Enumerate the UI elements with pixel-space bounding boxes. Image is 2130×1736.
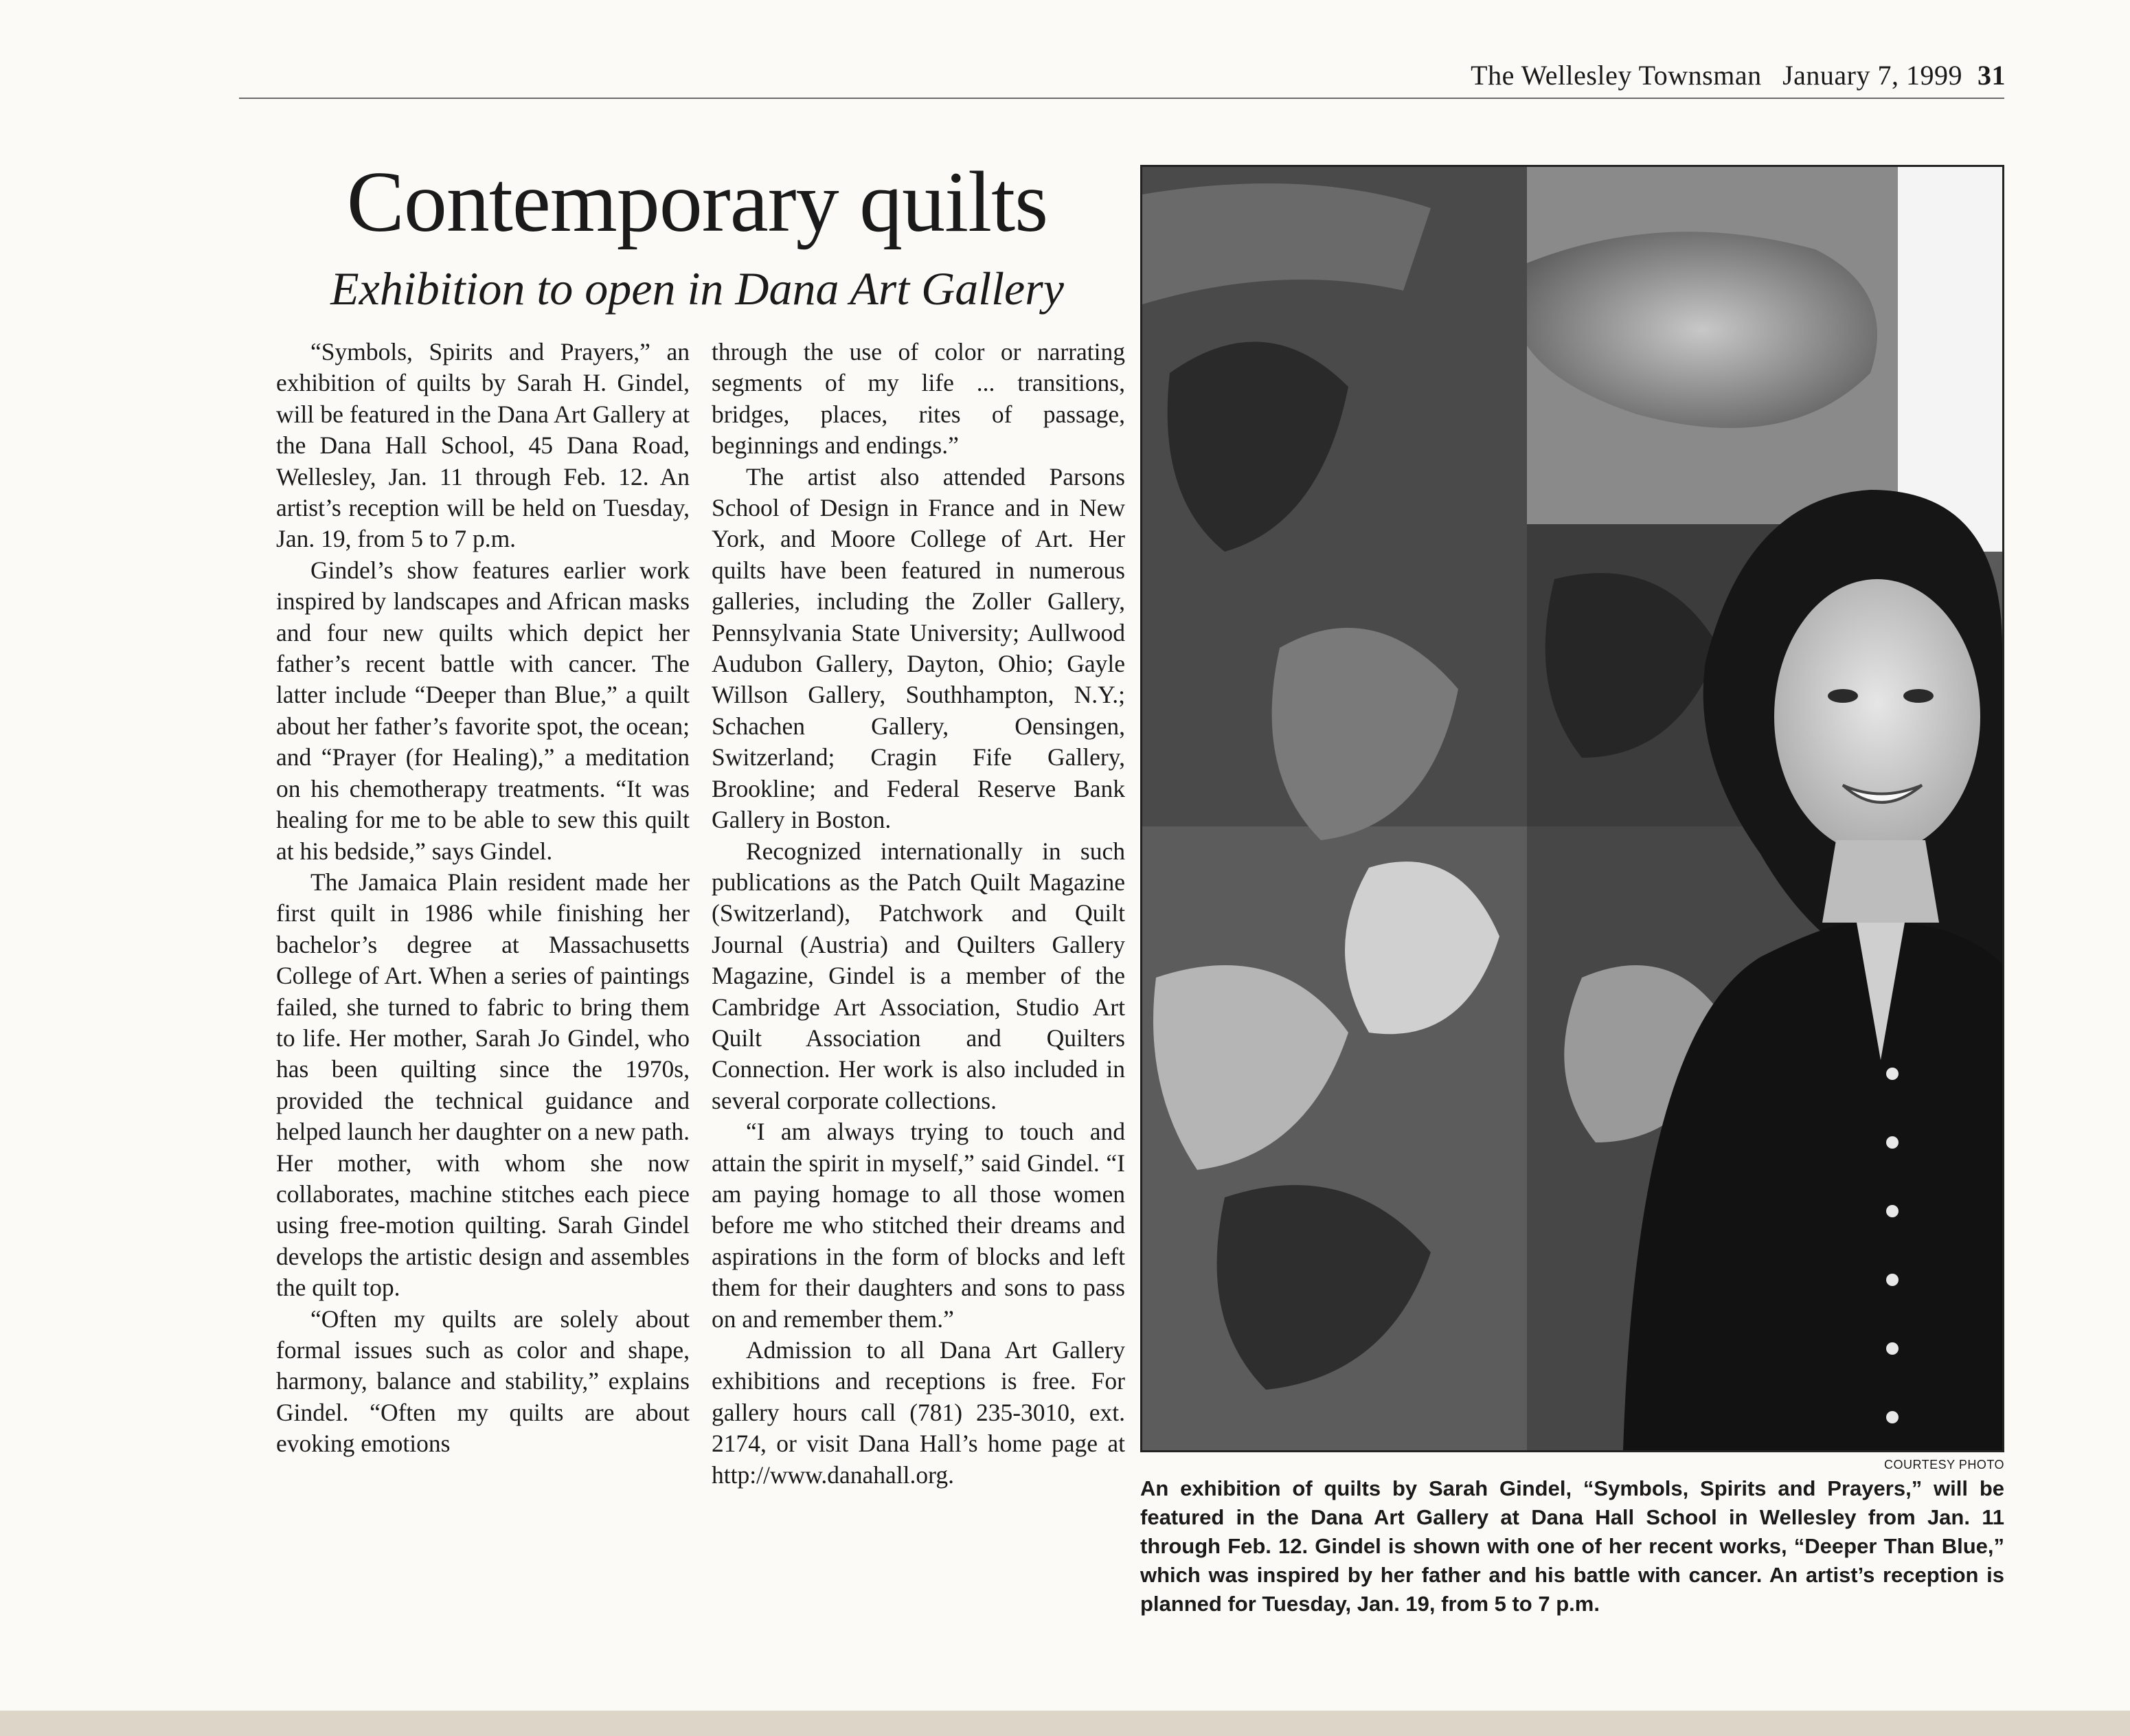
article-column-1: [276, 337, 690, 1460]
paragraph: The artist also attended Parsons School of Design in France and in New York, and Moore College of Art. Her quilts have been featured in numerous galleries, including the Zoller Gallery, Pennsylvania State University; Aullwood Audubon Gallery, Dayton, Ohio; Gayle Willson Gallery, Southhampton, N.Y.; Schachen Gallery, Oensingen, Switzerland; Cragin Fife Gallery, Brookline; and Federal Reserve Bank Gallery in Boston.: [712, 462, 1125, 834]
masthead: [234, 59, 2006, 91]
page-number: 31: [1978, 60, 2006, 91]
issue-date: January 7, 1999: [1782, 60, 1962, 91]
paragraph: Admission to all Dana Art Gallery exhibitions and receptions is free. For gallery hours call (781) 235-3010, ext. 2174, or visit Dana Hall’s home page at http://www.danahall.org.: [712, 1336, 1125, 1489]
headline: Contemporary quilts: [346, 155, 1048, 250]
article-column-2: [712, 337, 1125, 1491]
publication-name: The Wellesley Townsman: [1471, 60, 1762, 91]
article-photo: [1140, 165, 2004, 1452]
paragraph: “I am always trying to touch and attain the spirit in myself,” said Gindel. “I am paying homage to all those women before me who stitched their dreams and aspirations in the form of blocks and left them for their daughters and sons to pass on and remember them.”: [712, 1118, 1125, 1333]
paragraph: through the use of color or narrating segments of my life ... transitions, bridges, places, rites of passage, beginnings and endings.”: [712, 338, 1125, 460]
masthead-rule: [239, 98, 2004, 99]
page-edge: [0, 1711, 2130, 1736]
paragraph: “Often my quilts are solely about formal issues such as color and shape, harmony, balance and stability,” explains Gindel. “Often my quilts are about evoking emotions: [276, 1305, 690, 1458]
photo-caption: An exhibition of quilts by Sarah Gindel, “Symbols, Spirits and Prayers,” will be featured in the Dana Art Gallery at Dana Hall School in Wellesley from Jan. 11 through Feb. 12. Gindel is shown with one of her recent works, “Deeper Than Blue,” which was inspired by her father and his battle with cancer. An artist’s reception is planned for Tuesday, Jan. 19, from 5 to 7 p.m.: [1140, 1476, 2004, 1616]
subhead: Exhibition to open in Dana Art Gallery: [330, 262, 1064, 315]
paragraph: Gindel’s show features earlier work inspired by landscapes and African masks and four new quilts which depict her father’s recent battle with cancer. The latter include “Deeper than Blue,” a quilt about her father’s favorite spot, the ocean; and “Prayer (for Healing),” a meditation on his chemotherapy treatments. “It was healing for me to be able to sew this quilt at his bedside,” says Gindel.: [276, 556, 690, 865]
photo-credit: COURTESY PHOTO: [1883, 1458, 2004, 1472]
paragraph: Recognized internationally in such publications as the Patch Quilt Magazine (Switzerland), Patchwork and Quilt Journal (Austria) and Quilters Gallery Magazine, Gindel is a member of the Cambridge Art Association, Studio Art Quilt Association and Quilters Connection. Her work is also included in several corporate collections.: [712, 837, 1125, 1114]
paragraph: The Jamaica Plain resident made her first quilt in 1986 while finishing her bachelor’s degree at Massachusetts College of Art. When a series of paintings failed, she turned to fabric to bring them to life. Her mother, Sarah Jo Gindel, who has been quilting since the 1970s, provided the technical guidance and helped launch her daughter on a new path. Her mother, with whom she now collaborates, machine stitches each piece using free-motion quilting. Sarah Gindel develops the artistic design and assembles the quilt top.: [276, 868, 690, 1302]
paragraph: “Symbols, Spirits and Prayers,” an exhibition of quilts by Sarah H. Gindel, will be featured in the Dana Art Gallery at the Dana Hall School, 45 Dana Road, Wellesley, Jan. 11 through Feb. 12. An artist’s reception will be held on Tuesday, Jan. 19, from 5 to 7 p.m.: [276, 338, 690, 553]
quilt-and-artist-photo: [1142, 167, 2002, 1450]
